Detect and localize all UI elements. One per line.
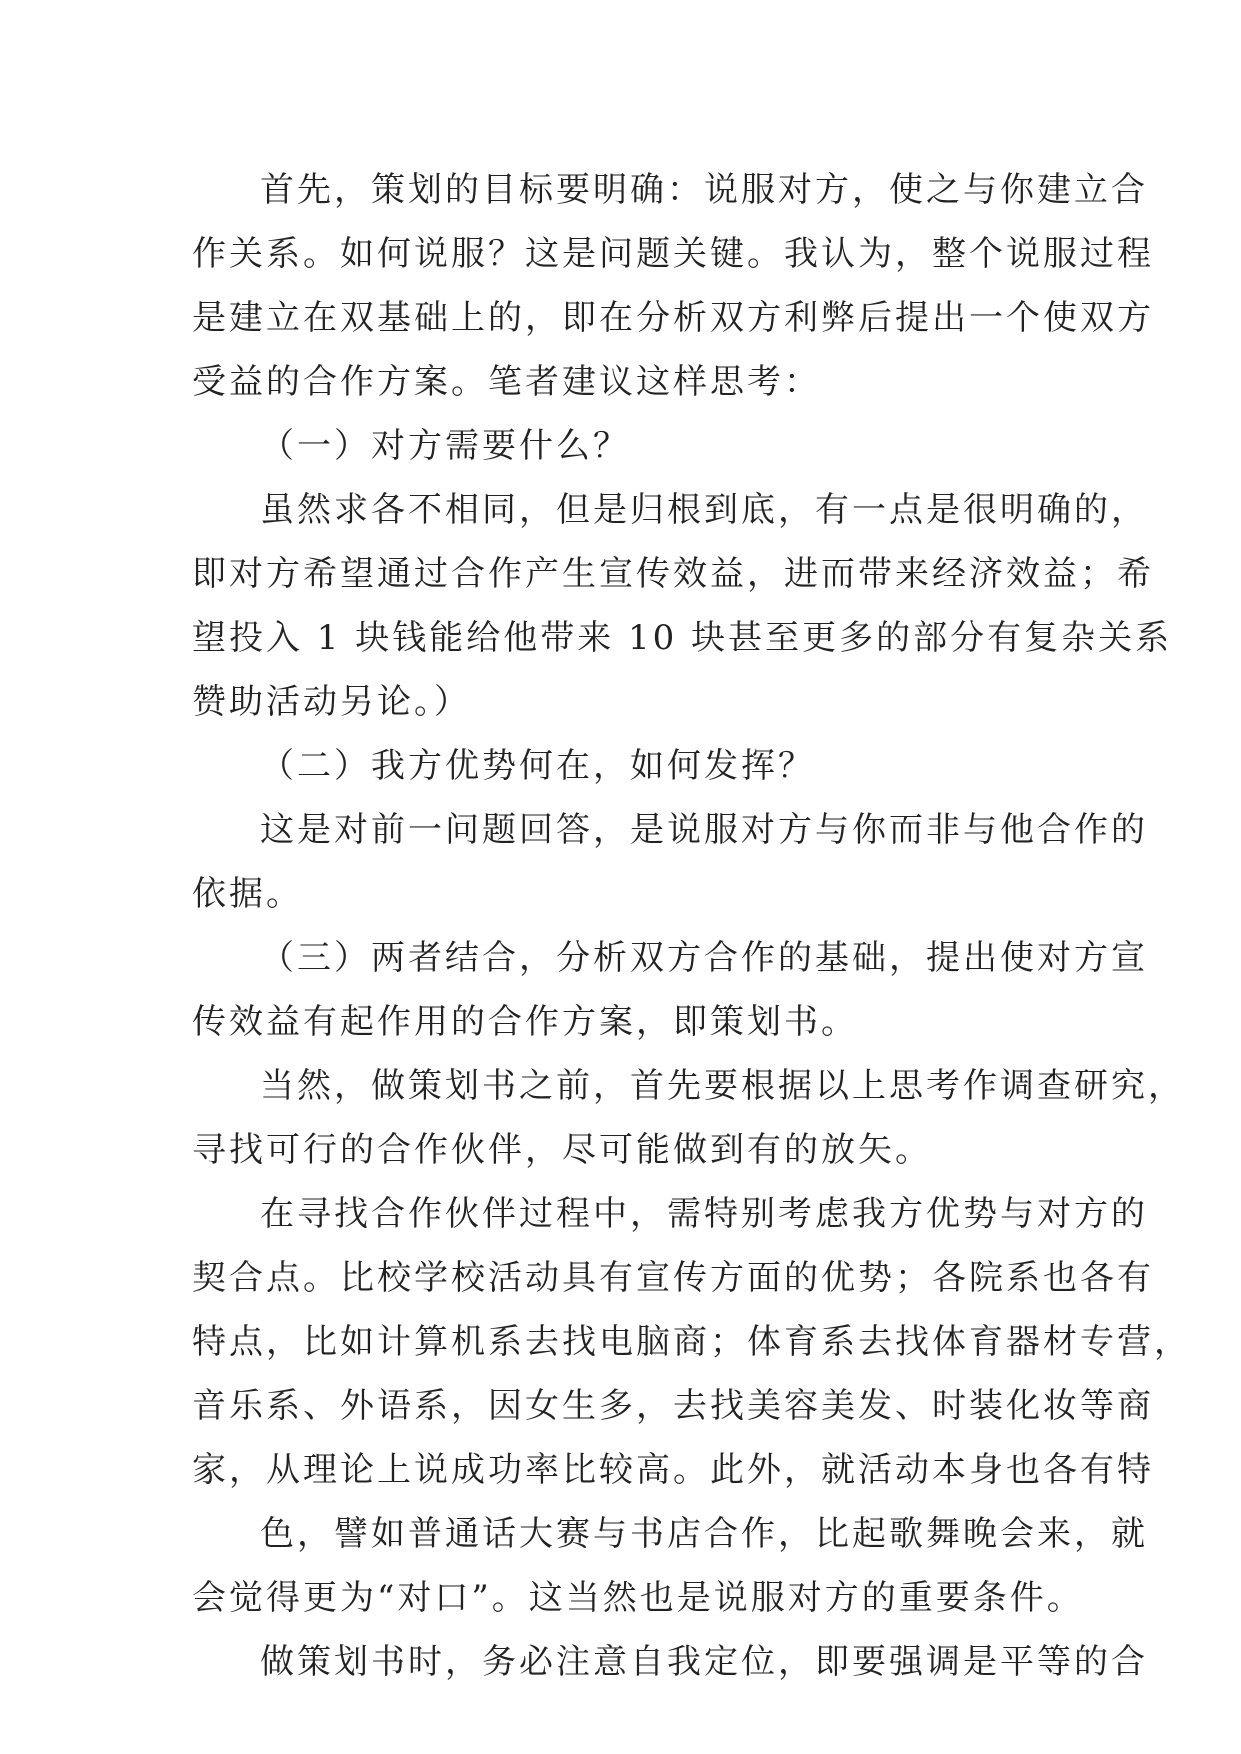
text-line-14: 传效益有起作用的合作方案，即策划书。 xyxy=(192,1002,858,1042)
text-line-1: 首先，策划的目标要明确：说服对方，使之与你建立合 xyxy=(260,170,1148,210)
text-line-20: 音乐系、外语系，因女生多，去找美容美发、时装化妆等商 xyxy=(192,1386,1154,1426)
text-line-18: 契合点。比校学校活动具有宣传方面的优势；各院系也各有 xyxy=(192,1258,1154,1298)
text-line-15: 当然，做策划书之前，首先要根据以上思考作调查研究， xyxy=(260,1066,1185,1106)
section-heading-3: （三）两者结合，分析双方合作的基础，提出使对方宣 xyxy=(260,938,1148,978)
text-line-6: 虽然求各不相同，但是归根到底，有一点是很明确的， xyxy=(260,490,1148,530)
text-line-19: 特点，比如计算机系去找电脑商；体育系去找体育器材专营， xyxy=(192,1322,1191,1362)
text-line-3: 是建立在双基础上的，即在分析双方利弊后提出一个使双方 xyxy=(192,298,1154,338)
text-line-16: 寻找可行的合作伙伴，尽可能做到有的放矢。 xyxy=(192,1130,932,1170)
text-line-21: 家，从理论上说成功率比较高。此外，就活动本身也各有特 xyxy=(192,1450,1154,1490)
section-heading-1: （一）对方需要什么？ xyxy=(260,426,630,466)
text-line-4: 受益的合作方案。笔者建议这样思考： xyxy=(192,362,821,402)
text-line-17: 在寻找合作伙伴过程中，需特别考虑我方优势与对方的 xyxy=(260,1194,1148,1234)
text-line-8: 望投入 1 块钱能给他带来 10 块甚至更多的部分有复杂关系 xyxy=(192,618,1173,658)
text-line-24: 做策划书时，务必注意自我定位，即要强调是平等的合 xyxy=(260,1642,1148,1682)
text-line-22: 色，譬如普通话大赛与书店合作，比起歌舞晚会来，就 xyxy=(260,1514,1148,1554)
text-line-11: 这是对前一问题回答，是说服对方与你而非与他合作的 xyxy=(260,810,1148,850)
text-line-12: 依据。 xyxy=(192,874,303,914)
text-line-9: 赞助活动另论。） xyxy=(192,682,471,722)
section-heading-2: （二）我方优势何在，如何发挥？ xyxy=(260,746,815,786)
text-line-7: 即对方希望通过合作产生宣传效益，进而带来经济效益；希 xyxy=(192,554,1154,594)
text-line-23: 会觉得更为“对口”。这当然也是说服对方的重要条件。 xyxy=(192,1578,1084,1618)
body-text xyxy=(192,158,1191,1694)
text-line-2: 作关系。如何说服？这是问题关键。我认为，整个说服过程 xyxy=(192,234,1154,274)
